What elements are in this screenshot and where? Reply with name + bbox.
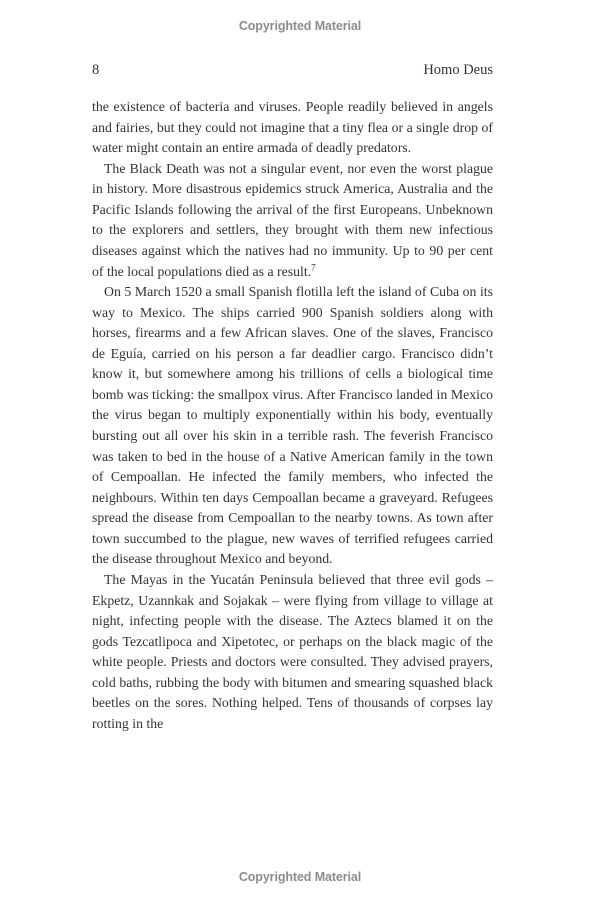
running-title: Homo Deus [423,62,493,78]
paragraph-4-text: The Mayas in the Yucatán Peninsula believed that three evil gods – Ekpetz, Uzannkak and Sojakak – were flying from village to village at night, infecting people with the disease. The Aztecs blamed it on the gods Tezcatlipoca and Xipetotec, or perhaps on the black magic of the white people. Priests and doctors were consulted. They advised prayers, cold baths, rubbing the body with bitumen and smearing squashed black beetles on the sores. Nothing helped. Tens of thousands of corpses lay rotting in the [92,571,493,731]
paragraph-3-text: On 5 March 1520 a small Spanish flotilla left the island of Cuba on its way to Mexico. The ships carried 900 Spanish soldiers along with horses, firearms and a few African slaves. One of the slaves, Francisco de Eguía, carried on his person a far deadlier cargo. Francisco didn’t know it, but somewhere among his trillions of cells a biological time bomb was ticking: the smallpox virus. After Francisco landed in Mexico the virus began to multiply exponentially within his body, eventually bursting out all over his skin in a terrible rash. The feverish Francisco was taken to bed in the house of a Native American family in the town of Cempoallan. He infected the family members, who infected the neighbours. Within ten days Cempoallan became a graveyard. Refugees spread the disease from Cempoallan to the nearby towns. As town after town succumbed to the plague, new waves of terrified refugees carried the disease throughout Mexico and beyond. [92,284,493,567]
page-header [92,62,493,79]
paragraph-1-text: the existence of bacteria and viruses. People readily believed in angels and fairies, but they could not imagine that a tiny flea or a single drop of water might contain an entire armada of deadly predators. [92,99,493,156]
page-number: 8 [92,62,100,78]
paragraph-2-text: The Black Death was not a singular event, nor even the worst plague in history. More disastrous epidemics struck America, Australia and the Pacific Islands following the arrival of the first Europeans. Unbeknown to the explorers and settlers, they brought with them new infectious diseases against which the natives had no immunity. Up to 90 per cent of the local populations died as a result. [92,160,493,279]
footnote-marker: 7 [311,261,316,272]
copyright-notice-top: Copyrighted Material [238,19,362,33]
paragraph-2 [92,159,493,282]
paragraph-3 [92,282,493,570]
paragraph-1 [92,97,493,159]
copyright-notice-bottom: Copyrighted Material [238,870,362,884]
body-text-block [92,97,493,734]
paragraph-4 [92,570,493,735]
